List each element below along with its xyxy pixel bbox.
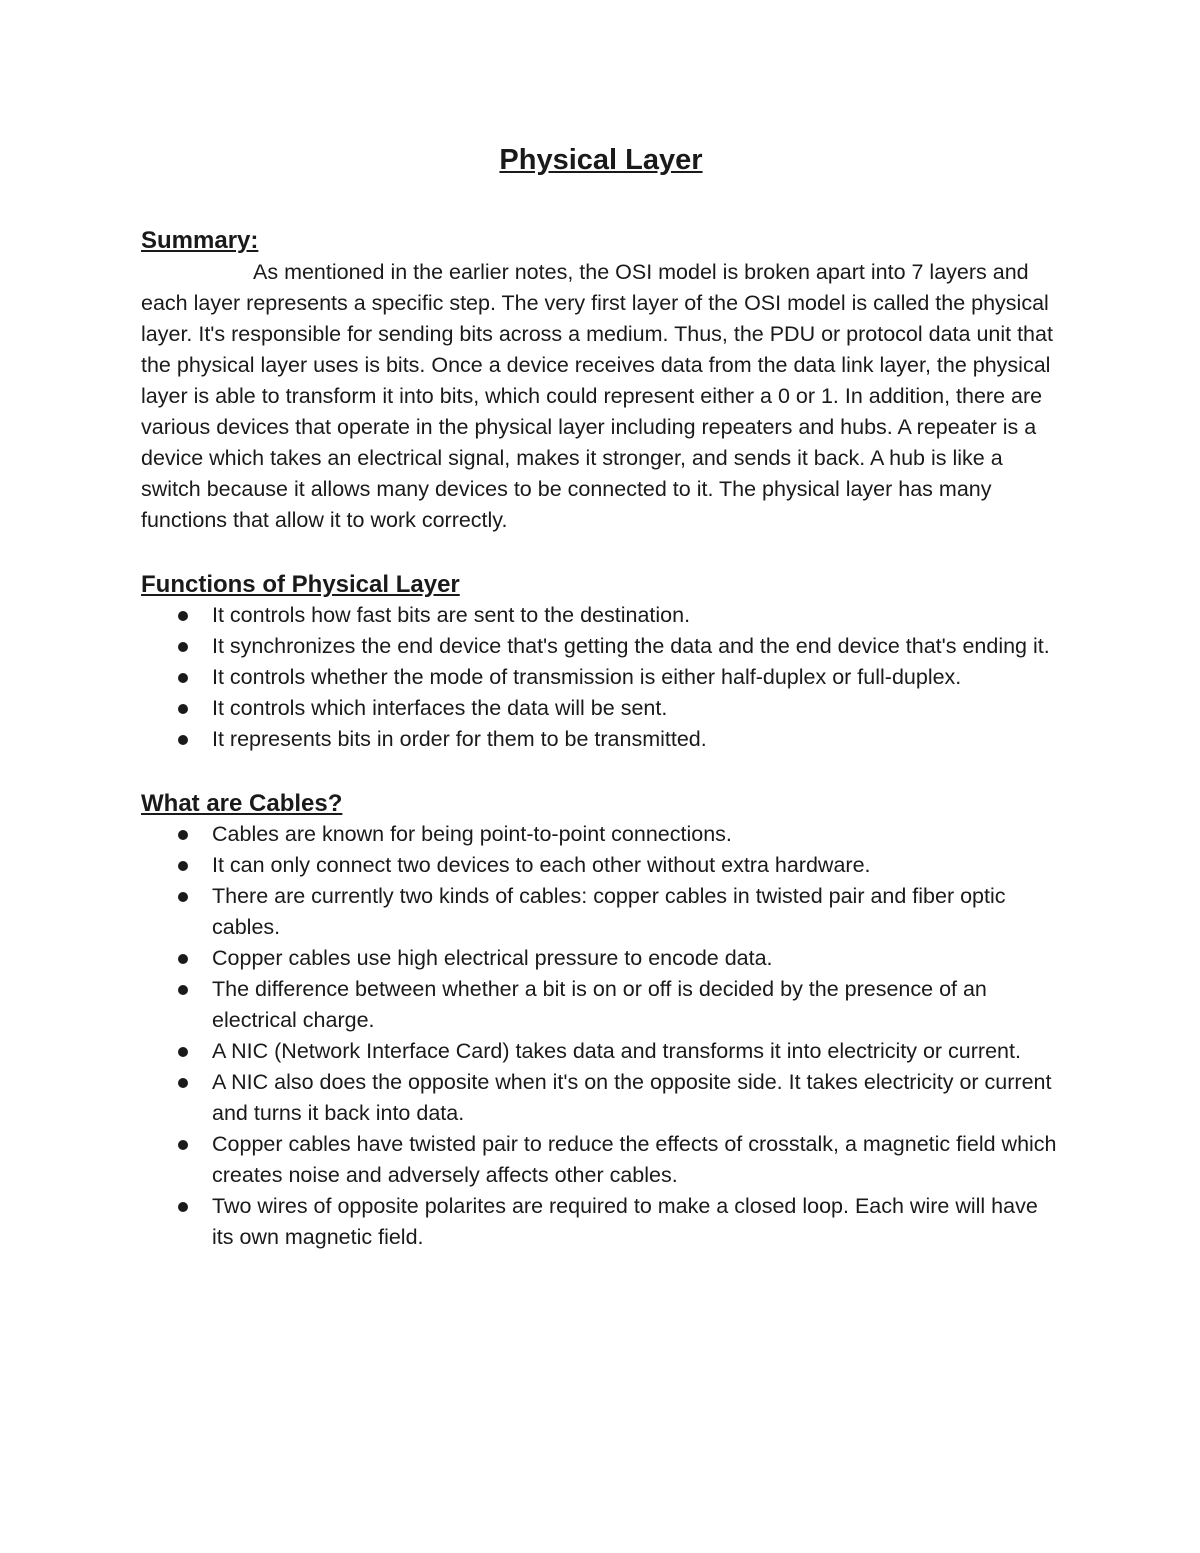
list-item [212, 1191, 1061, 1253]
list-item-text: Copper cables have twisted pair to reduce the effects of crosstalk, a magnetic field which creates noise and adversely affects other cables. [212, 1132, 1057, 1187]
bullet-icon [178, 830, 188, 840]
bullet-icon [178, 1078, 188, 1088]
bullet-icon [178, 642, 188, 652]
bullet-icon [178, 1202, 188, 1212]
list-item [212, 693, 1061, 724]
list-item [212, 1036, 1061, 1067]
bullet-icon [178, 1047, 188, 1057]
bullet-icon [178, 735, 188, 745]
bullet-icon [178, 704, 188, 714]
summary-heading: Summary: [141, 227, 259, 254]
list-item [212, 943, 1061, 974]
list-item-text: It synchronizes the end device that's getting the data and the end device that's ending it. [212, 634, 1050, 658]
list-item-text: A NIC (Network Interface Card) takes data and transforms it into electricity or current. [212, 1039, 1021, 1063]
bullet-icon [178, 954, 188, 964]
list-item-text: There are currently two kinds of cables: copper cables in twisted pair and fiber optic cables. [212, 884, 1006, 939]
functions-heading: Functions of Physical Layer [141, 571, 460, 598]
list-item-text: It represents bits in order for them to be transmitted. [212, 727, 707, 751]
bullet-icon [178, 861, 188, 871]
list-item-text: It controls whether the mode of transmission is either half-duplex or full-duplex. [212, 665, 962, 689]
cables-list [141, 819, 1061, 1253]
summary-paragraph: As mentioned in the earlier notes, the OSI model is broken apart into 7 layers and each layer represents a specific step. The very first layer of the OSI model is called the physical layer. It's responsible for sending bits across a medium. Thus, the PDU or protocol data unit that the physical layer uses is bits. Once a device receives data from the data link layer, the physical layer is able to transform it into bits, which could represent either a 0 or 1. In addition, there are various devices that operate in the physical layer including repeaters and hubs. A repeater is a device which takes an electrical signal, makes it stronger, and sends it back. A hub is like a switch because it allows many devices to be connected to it. The physical layer has many functions that allow it to work correctly. [141, 260, 1053, 532]
list-item-text: It controls which interfaces the data will be sent. [212, 696, 668, 720]
functions-list [141, 600, 1061, 755]
bullet-icon [178, 611, 188, 621]
cables-heading: What are Cables? [141, 790, 343, 817]
bullet-icon [178, 673, 188, 683]
list-item-text: The difference between whether a bit is on or off is decided by the presence of an electrical charge. [212, 977, 987, 1032]
list-item [212, 724, 1061, 755]
list-item-text: It can only connect two devices to each other without extra hardware. [212, 853, 871, 877]
list-item [212, 881, 1061, 943]
list-item-text: It controls how fast bits are sent to the destination. [212, 603, 691, 627]
list-item [212, 631, 1061, 662]
list-item [212, 974, 1061, 1036]
list-item-text: A NIC also does the opposite when it's on the opposite side. It takes electricity or current and turns it back into data. [212, 1070, 1052, 1125]
list-item [212, 600, 1061, 631]
document-page [141, 140, 1061, 1253]
list-item-text: Cables are known for being point-to-point connections. [212, 822, 732, 846]
list-item [212, 1129, 1061, 1191]
page-title: Physical Layer [499, 144, 703, 176]
list-item-text: Two wires of opposite polarites are required to make a closed loop. Each wire will have its own magnetic field. [212, 1194, 1038, 1249]
bullet-icon [178, 985, 188, 995]
bullet-icon [178, 1140, 188, 1150]
list-item [212, 662, 1061, 693]
list-item [212, 1067, 1061, 1129]
list-item [212, 850, 1061, 881]
list-item [212, 819, 1061, 850]
list-item-text: Copper cables use high electrical pressure to encode data. [212, 946, 773, 970]
bullet-icon [178, 892, 188, 902]
